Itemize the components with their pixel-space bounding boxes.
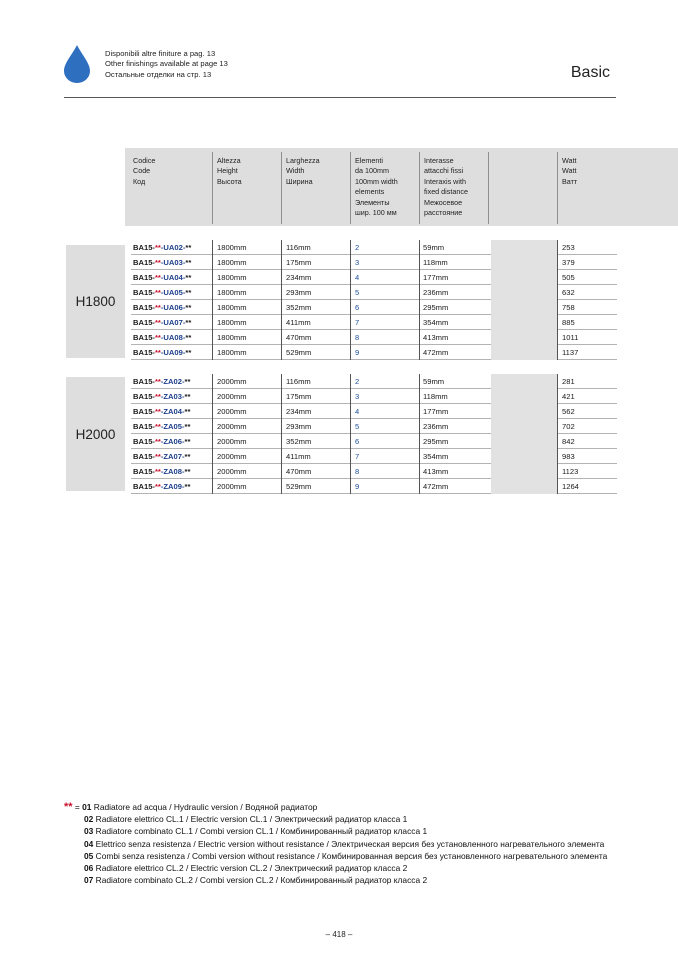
- code-suffix: **: [184, 452, 191, 461]
- watt-cell: 379: [562, 258, 575, 267]
- code-stars: **: [154, 348, 161, 357]
- elements-cell: 5: [355, 422, 360, 431]
- code-mid: -UA09-: [160, 348, 186, 357]
- legend-num: 02: [84, 814, 94, 825]
- watt-cell: 281: [562, 377, 575, 386]
- code-prefix: BA15-: [133, 333, 155, 342]
- code-suffix: **: [184, 482, 191, 491]
- code-stars: **: [154, 422, 161, 431]
- interaxis-cell: 354mm: [423, 452, 449, 461]
- code-prefix: BA15-: [133, 422, 155, 431]
- code-stars: **: [154, 273, 161, 282]
- watt-cell: 885: [562, 318, 575, 327]
- column-separator: [281, 240, 282, 360]
- code-prefix: BA15-: [133, 407, 155, 416]
- elements-cell: 6: [355, 437, 360, 446]
- elements-cell: 8: [355, 333, 360, 342]
- table-row: [131, 345, 617, 360]
- elements-cell: 7: [355, 452, 360, 461]
- elements-cell: 2: [355, 377, 360, 386]
- code-prefix: BA15-: [133, 318, 155, 327]
- shaded-cell: [491, 374, 558, 389]
- watt-cell: 1123: [562, 467, 579, 476]
- elements-cell: 2: [355, 243, 360, 252]
- code-mid: -UA05-: [160, 288, 186, 297]
- column-separator: [557, 240, 558, 360]
- product-code: [133, 285, 191, 300]
- legend-item: [84, 813, 607, 825]
- height-cell: 2000mm: [217, 452, 247, 461]
- interaxis-cell: 236mm: [423, 288, 449, 297]
- code-suffix: **: [184, 437, 191, 446]
- table-row: [131, 255, 617, 270]
- product-code: [133, 374, 190, 389]
- width-cell: 234mm: [286, 407, 312, 416]
- width-cell: 293mm: [286, 422, 312, 431]
- column-separator: [212, 240, 213, 360]
- height-cell: 1800mm: [217, 258, 247, 267]
- shaded-cell: [491, 300, 558, 315]
- code-mid: -ZA03-: [160, 392, 185, 401]
- table-header-band: [125, 148, 678, 226]
- table-row: [131, 270, 617, 285]
- code-mid: -ZA05-: [160, 422, 185, 431]
- product-code: [133, 449, 190, 464]
- header-interaxis: Interasse attacchi fissi Interaxis with fixed distance Межосевое расстояние: [424, 156, 468, 218]
- legend-text: Radiatore combinato CL.2 / Combi version CL.2 / Комбинированный радиатор класса 2: [95, 875, 428, 886]
- code-suffix: **: [185, 258, 192, 267]
- code-suffix: **: [184, 392, 191, 401]
- legend-item: [84, 874, 607, 886]
- legend-text: Combi senza resistenza / Combi version without resistance / Комбинированная версия без установленного нагревательного элемента: [95, 850, 608, 861]
- height-cell: 2000mm: [217, 482, 247, 491]
- legend-item: [84, 862, 607, 874]
- watt-cell: 253: [562, 243, 575, 252]
- width-cell: 352mm: [286, 437, 312, 446]
- shaded-cell: [491, 345, 558, 360]
- header-elements: Elementi da 100mm 100mm width elements Элементы шир. 100 мм: [355, 156, 398, 218]
- finish-note-ru: Остальные отделки на стр. 13: [105, 69, 212, 79]
- page-number: – 418 –: [325, 930, 353, 939]
- height-cell: 1800mm: [217, 273, 247, 282]
- elements-cell: 9: [355, 482, 360, 491]
- shaded-cell: [491, 285, 558, 300]
- shaded-cell: [491, 240, 558, 255]
- legend-num: 04: [84, 838, 94, 849]
- code-stars: **: [154, 333, 161, 342]
- height-cell: 1800mm: [217, 288, 247, 297]
- code-mid: -UA02-: [160, 243, 186, 252]
- legend-num: 07: [84, 875, 94, 886]
- height-cell: 1800mm: [217, 303, 247, 312]
- shaded-cell: [491, 464, 558, 479]
- elements-cell: 4: [355, 407, 360, 416]
- code-prefix: BA15-: [133, 377, 155, 386]
- code-prefix: BA15-: [133, 348, 155, 357]
- header-separator: [488, 152, 489, 224]
- shaded-cell: [491, 479, 558, 494]
- code-stars: **: [154, 467, 161, 476]
- code-suffix: **: [185, 303, 192, 312]
- legend-item: [84, 850, 607, 862]
- code-mid: -UA06-: [160, 303, 186, 312]
- column-separator: [281, 374, 282, 494]
- elements-cell: 3: [355, 258, 360, 267]
- interaxis-cell: 413mm: [423, 467, 449, 476]
- product-code: [133, 464, 190, 479]
- legend-text: Radiatore elettrico CL.2 / Electric version CL.2 / Электрический радиатор класса 2: [95, 863, 408, 874]
- code-suffix: **: [185, 273, 192, 282]
- shaded-cell: [491, 315, 558, 330]
- table-row: [131, 479, 617, 494]
- width-cell: 470mm: [286, 333, 312, 342]
- legend-text: Radiatore combinato CL.1 / Combi version CL.1 / Комбинированный радиатор класса 1: [95, 826, 428, 837]
- code-stars: **: [154, 288, 161, 297]
- watt-cell: 562: [562, 407, 575, 416]
- legend-text: Elettrico senza resistenza / Electric version without resistance / Электрическая версия без установленного нагревательного элемента: [95, 838, 605, 849]
- legend-num: 05: [84, 850, 94, 861]
- watt-cell: 842: [562, 437, 575, 446]
- product-code: [133, 404, 190, 419]
- code-mid: -ZA08-: [160, 467, 185, 476]
- code-suffix: **: [185, 348, 192, 357]
- height-cell: 1800mm: [217, 333, 247, 342]
- legend-text: Radiatore ad acqua / Hydraulic version / Водяной радиатор: [93, 802, 318, 812]
- product-code: [133, 434, 190, 449]
- code-suffix: **: [184, 377, 191, 386]
- finish-notes: [105, 49, 228, 80]
- product-code: [133, 419, 190, 434]
- page-title: Basic: [570, 64, 610, 81]
- interaxis-cell: 295mm: [423, 303, 449, 312]
- interaxis-cell: 295mm: [423, 437, 449, 446]
- shaded-cell: [491, 255, 558, 270]
- code-stars: **: [154, 318, 161, 327]
- watt-cell: 421: [562, 392, 575, 401]
- header-height: Altezza Height Высота: [217, 156, 242, 186]
- code-prefix: BA15-: [133, 303, 155, 312]
- interaxis-cell: 118mm: [423, 392, 448, 401]
- column-separator: [557, 374, 558, 494]
- table-row: [131, 300, 617, 315]
- column-separator: [419, 374, 420, 494]
- legend-num: 01: [82, 802, 92, 812]
- interaxis-cell: 59mm: [423, 377, 445, 386]
- finish-note-en: Other finishings available at page 13: [105, 59, 228, 69]
- width-cell: 234mm: [286, 273, 312, 282]
- header-code: Codice Code Код: [133, 156, 156, 186]
- width-cell: 411mm: [286, 318, 311, 327]
- code-suffix: **: [185, 318, 192, 327]
- table-row: [131, 285, 617, 300]
- watt-cell: 632: [562, 288, 575, 297]
- group-label-h1800: H1800: [66, 245, 125, 358]
- height-cell: 2000mm: [217, 422, 247, 431]
- height-cell: 2000mm: [217, 392, 247, 401]
- interaxis-cell: 472mm: [423, 482, 449, 491]
- table-row: [131, 464, 617, 479]
- table-row: [131, 315, 617, 330]
- interaxis-cell: 118mm: [423, 258, 448, 267]
- legend-item: [84, 825, 607, 837]
- shaded-cell: [491, 449, 558, 464]
- code-stars: **: [154, 452, 161, 461]
- height-cell: 1800mm: [217, 243, 247, 252]
- width-cell: 175mm: [286, 258, 312, 267]
- watt-cell: 505: [562, 273, 575, 282]
- code-prefix: BA15-: [133, 273, 155, 282]
- legend-item: [64, 801, 607, 813]
- product-code: [133, 255, 191, 270]
- height-cell: 2000mm: [217, 377, 247, 386]
- width-cell: 352mm: [286, 303, 312, 312]
- legend-num: 06: [84, 863, 94, 874]
- legend-stars: **: [64, 801, 73, 813]
- code-stars: **: [154, 482, 161, 491]
- code-mid: -ZA06-: [160, 437, 185, 446]
- header-divider: [64, 97, 616, 98]
- code-suffix: **: [185, 333, 192, 342]
- height-cell: 2000mm: [217, 437, 247, 446]
- elements-cell: 8: [355, 467, 360, 476]
- code-mid: -UA08-: [160, 333, 186, 342]
- product-table-h1800: [131, 240, 617, 360]
- code-prefix: BA15-: [133, 258, 155, 267]
- product-code: [133, 300, 191, 315]
- code-suffix: **: [184, 467, 191, 476]
- table-row: [131, 330, 617, 345]
- shaded-cell: [491, 389, 558, 404]
- code-stars: **: [154, 243, 161, 252]
- column-separator: [212, 374, 213, 494]
- width-cell: 116mm: [286, 377, 311, 386]
- code-prefix: BA15-: [133, 243, 155, 252]
- shaded-cell: [491, 404, 558, 419]
- code-prefix: BA15-: [133, 482, 155, 491]
- shaded-cell: [491, 330, 558, 345]
- code-mid: -ZA02-: [160, 377, 185, 386]
- interaxis-cell: 177mm: [423, 407, 449, 416]
- product-code: [133, 315, 191, 330]
- finish-note-it: Disponibili altre finiture a pag. 13: [105, 49, 216, 58]
- product-code: [133, 240, 191, 255]
- code-stars: **: [154, 407, 161, 416]
- width-cell: 529mm: [286, 482, 312, 491]
- header-watt: Watt Watt Ватт: [562, 156, 578, 186]
- shaded-cell: [491, 434, 558, 449]
- interaxis-cell: 354mm: [423, 318, 449, 327]
- elements-cell: 6: [355, 303, 360, 312]
- legend-num: 03: [84, 826, 94, 837]
- code-mid: -UA03-: [160, 258, 186, 267]
- water-drop-icon: [62, 44, 92, 84]
- product-code: [133, 389, 190, 404]
- elements-cell: 9: [355, 348, 360, 357]
- product-code: [133, 345, 191, 360]
- column-separator: [350, 240, 351, 360]
- interaxis-cell: 472mm: [423, 348, 449, 357]
- code-prefix: BA15-: [133, 392, 155, 401]
- width-cell: 411mm: [286, 452, 311, 461]
- code-prefix: BA15-: [133, 452, 155, 461]
- code-stars: **: [154, 437, 161, 446]
- code-suffix: **: [185, 288, 192, 297]
- height-cell: 2000mm: [217, 407, 247, 416]
- code-prefix: BA15-: [133, 467, 155, 476]
- watt-cell: 1264: [562, 482, 579, 491]
- version-legend: [64, 801, 607, 886]
- watt-cell: 702: [562, 422, 575, 431]
- code-stars: **: [154, 377, 161, 386]
- height-cell: 1800mm: [217, 318, 247, 327]
- code-stars: **: [154, 303, 161, 312]
- width-cell: 175mm: [286, 392, 312, 401]
- elements-cell: 7: [355, 318, 360, 327]
- width-cell: 529mm: [286, 348, 312, 357]
- legend-equals: =: [74, 802, 80, 812]
- product-code: [133, 270, 191, 285]
- table-row: [131, 404, 617, 419]
- elements-cell: 4: [355, 273, 360, 282]
- interaxis-cell: 59mm: [423, 243, 445, 252]
- code-mid: -ZA09-: [160, 482, 185, 491]
- shaded-cell: [491, 419, 558, 434]
- code-prefix: BA15-: [133, 437, 155, 446]
- watt-cell: 1137: [562, 348, 579, 357]
- code-stars: **: [154, 258, 161, 267]
- header-width: Larghezza Width Ширина: [286, 156, 320, 186]
- product-table-h2000: [131, 374, 617, 494]
- width-cell: 116mm: [286, 243, 311, 252]
- watt-cell: 983: [562, 452, 575, 461]
- elements-cell: 3: [355, 392, 360, 401]
- code-mid: -UA07-: [160, 318, 186, 327]
- column-separator: [350, 374, 351, 494]
- code-suffix: **: [184, 407, 191, 416]
- group-label-h2000: H2000: [66, 377, 125, 491]
- code-mid: -ZA07-: [160, 452, 185, 461]
- column-separator: [419, 240, 420, 360]
- table-row: [131, 419, 617, 434]
- interaxis-cell: 236mm: [423, 422, 449, 431]
- height-cell: 1800mm: [217, 348, 247, 357]
- table-row: [131, 449, 617, 464]
- product-code: [133, 479, 190, 494]
- table-row: [131, 389, 617, 404]
- table-row: [131, 240, 617, 255]
- code-suffix: **: [185, 243, 192, 252]
- table-row: [131, 374, 617, 389]
- watt-cell: 758: [562, 303, 575, 312]
- legend-text: Radiatore elettrico CL.1 / Electric version CL.1 / Электрический радиатор класса 1: [95, 814, 408, 825]
- interaxis-cell: 177mm: [423, 273, 449, 282]
- elements-cell: 5: [355, 288, 360, 297]
- watt-cell: 1011: [562, 333, 579, 342]
- code-mid: -UA04-: [160, 273, 186, 282]
- interaxis-cell: 413mm: [423, 333, 449, 342]
- width-cell: 293mm: [286, 288, 312, 297]
- code-prefix: BA15-: [133, 288, 155, 297]
- product-code: [133, 330, 191, 345]
- width-cell: 470mm: [286, 467, 312, 476]
- table-row: [131, 434, 617, 449]
- legend-item: [84, 838, 607, 850]
- shaded-cell: [491, 270, 558, 285]
- height-cell: 2000mm: [217, 467, 247, 476]
- code-mid: -ZA04-: [160, 407, 185, 416]
- code-stars: **: [154, 392, 161, 401]
- code-suffix: **: [184, 422, 191, 431]
